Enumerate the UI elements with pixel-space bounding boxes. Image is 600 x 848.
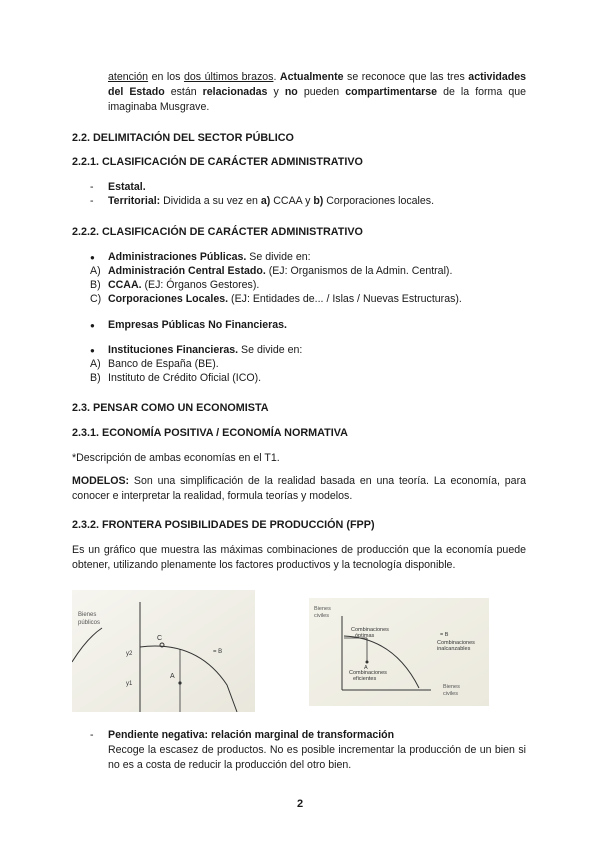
slope-text: Recoge la escasez de productos. No es posible incrementar la producción de un bien si no es a costa de reducir la producción del otro bien. (108, 744, 526, 771)
item-label: Territorial: (108, 195, 161, 207)
item-text: Dividida a su vez en (160, 195, 261, 207)
dash-marker: - (90, 181, 94, 193)
page-number: 2 (296, 798, 304, 810)
item-label: Instituciones Financieras. (108, 344, 239, 356)
item-text: CCAA y (270, 195, 314, 207)
label-b: = B (213, 649, 223, 655)
point-a (178, 681, 181, 684)
bullet-marker: ● (90, 253, 95, 262)
intro-underlined: dos últimos brazos (183, 71, 274, 83)
list-item-estatal (90, 180, 146, 195)
letter-marker: C) (90, 293, 102, 305)
label-y1: y1 (126, 681, 133, 687)
intro-text: se reconoce que las tres (343, 71, 469, 83)
bullet-marker: ● (90, 321, 95, 330)
intro-text: y (267, 86, 285, 98)
intro-word: atención (108, 71, 149, 83)
intro-bold: compartimentarse (345, 86, 438, 98)
letter-marker: A) (90, 265, 101, 277)
figure-background (72, 590, 255, 712)
label-unattainable-2: inalcanzables (437, 646, 471, 652)
item-label: Corporaciones Locales. (108, 293, 229, 305)
heading-2-3: 2.3. PENSAR COMO UN ECONOMISTA (72, 402, 269, 414)
list-item-territorial (90, 194, 434, 209)
intro-bold: actividades del Estado (108, 71, 527, 98)
fig1-ylabel: Bienes (78, 612, 97, 618)
label-optimal-2: óptimas (355, 633, 375, 639)
label-efficient: Combinaciones (349, 670, 387, 676)
dash-marker: - (90, 729, 94, 741)
note-text: *Descripción de ambas economías en el T1. (72, 452, 280, 464)
heading-2-3-1: 2.3.1. ECONOMÍA POSITIVA / ECONOMÍA NORMATIVA (72, 427, 348, 439)
intro-bold: relacionadas (202, 86, 268, 98)
heading-2-2-1: 2.2.1. CLASIFICACIÓN DE CARÁCTER ADMINISTRATIVO (72, 156, 363, 168)
heading-2-2: 2.2. DELIMITACIÓN DEL SECTOR PÚBLICO (72, 132, 294, 144)
label-optimal: Combinaciones (351, 627, 389, 633)
item-text: (EJ: Órganos Gestores). (141, 279, 260, 291)
fpp-figure-right (309, 598, 489, 706)
item-text: Se divide en: (246, 251, 311, 263)
letter-marker: A) (90, 358, 101, 370)
point-a (366, 661, 369, 664)
fig1-ylabel-2: públicos (78, 620, 101, 626)
label-a: A (170, 673, 175, 680)
fig2-ylabel-2: civiles (314, 613, 329, 619)
intro-bold: Actualmente (279, 71, 344, 83)
bullet-instituciones (90, 343, 302, 358)
label-a: A (364, 665, 368, 671)
fig2-ylabel: Bienes (314, 606, 331, 612)
item-text: Instituto de Crédito Oficial (ICO). (108, 372, 262, 384)
sub-item-ico (90, 371, 261, 386)
item-text: Banco de España (BE). (108, 358, 219, 370)
item-label: Administraciones Públicas. (108, 251, 247, 263)
letter-marker: B) (90, 279, 101, 291)
heading-2-3-2: 2.3.2. FRONTERA POSIBILIDADES DE PRODUCCIÓN (FPP) (72, 519, 375, 531)
item-label: Empresas Públicas No Financieras. (108, 319, 287, 331)
item-text: Se divide en: (238, 344, 303, 356)
sub-item-banco (90, 357, 219, 372)
intro-text: en los (148, 71, 184, 83)
slope-title: Pendiente negativa: relación marginal de transformación (108, 729, 395, 741)
item-text: (EJ: Organismos de la Admin. Central). (265, 265, 453, 277)
label-c: C (157, 635, 163, 642)
sub-item-b (90, 278, 259, 293)
label-unattainable: Combinaciones (437, 640, 475, 646)
item-label: Estatal. (108, 181, 146, 193)
intro-bold: no (284, 86, 298, 98)
bullet-marker: ● (90, 346, 95, 355)
intro-text: pueden (297, 86, 346, 98)
item-label: CCAA. (108, 279, 142, 291)
fpp-paragraph: Es un gráfico que muestra las máximas combinaciones de producción que la economía puede obtener, utilizando plenamente los factores productivos y la tecnología disponible. (72, 544, 526, 571)
heading-2-2-2: 2.2.2. CLASIFICACIÓN DE CARÁCTER ADMINISTRATIVO (72, 226, 363, 238)
intro-text: . (273, 71, 280, 83)
label-y2: y2 (126, 651, 133, 657)
item-label: a) (260, 195, 271, 207)
intro-paragraph (108, 70, 526, 115)
item-text: Corporaciones locales. (323, 195, 435, 207)
label-efficient-2: eficientes (353, 676, 377, 682)
label-b: = B (440, 632, 449, 638)
fig2-xlabel: Bienes (443, 684, 460, 690)
item-label: b) (313, 195, 324, 207)
fpp-figure-left (72, 590, 255, 712)
intro-text: están (164, 86, 203, 98)
bullet-empresas (90, 318, 287, 333)
intro-text: de la forma que imaginaba Musgrave. (108, 86, 526, 113)
fig2-xlabel-2: civiles (443, 691, 458, 697)
sub-item-a (90, 264, 452, 279)
modelos-paragraph (72, 474, 526, 504)
bullet-administraciones (90, 250, 311, 265)
item-text: (EJ: Entidades de... / Islas / Nuevas Estructuras). (228, 293, 462, 305)
modelos-label: MODELOS: (72, 475, 130, 487)
modelos-text: Son una simplificación de la realidad basada en una teoría. La economía, para conocer e interpretar la realidad, formula teorías y modelos. (72, 475, 526, 502)
slope-item-title (90, 728, 394, 743)
letter-marker: B) (90, 372, 101, 384)
sub-item-c (90, 292, 462, 307)
dash-marker: - (90, 195, 94, 207)
item-label: Administración Central Estado. (108, 265, 266, 277)
